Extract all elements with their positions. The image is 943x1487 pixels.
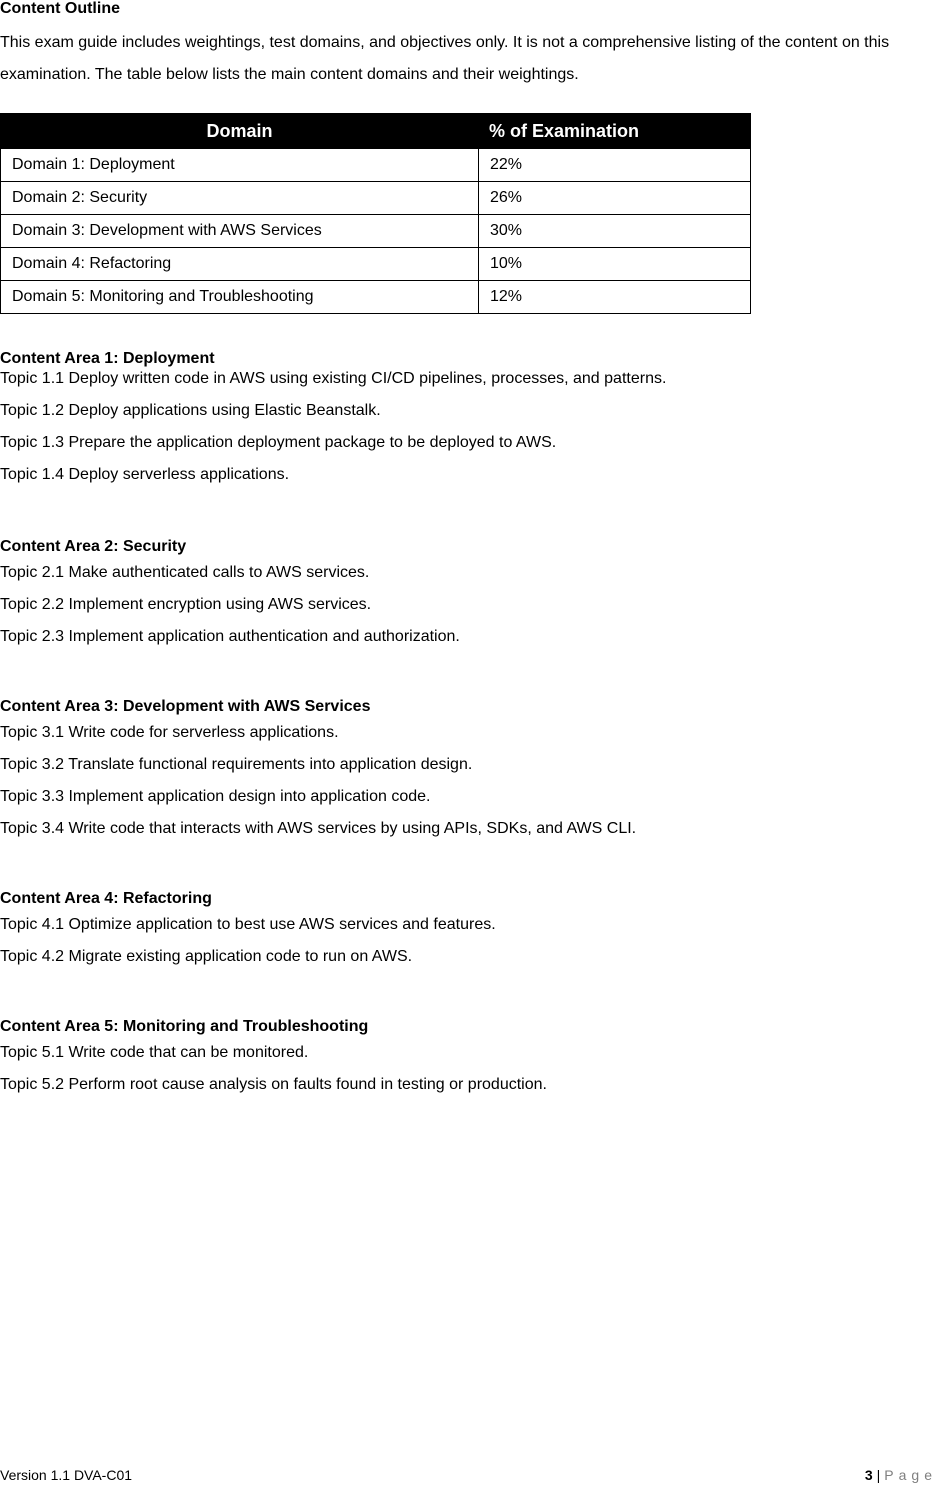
topic-item: Topic 2.2 Implement encryption using AWS services. (0, 596, 372, 613)
content-area-2 (0, 537, 460, 653)
topic-item: Topic 1.4 Deploy serverless applications. (0, 466, 290, 483)
table-row (1, 248, 751, 281)
percent-cell: 22% (479, 149, 751, 182)
section-title: Content Area 4: Refactoring (0, 890, 212, 907)
domain-cell: Domain 2: Security (1, 182, 479, 215)
section-title: Content Area 2: Security (0, 538, 187, 555)
topic-item: Topic 3.4 Write code that interacts with AWS services by using APIs, SDKs, and AWS CLI. (0, 820, 637, 837)
page-label: Page (884, 1467, 937, 1483)
percent-cell: 26% (479, 182, 751, 215)
topic-item: Topic 1.1 Deploy written code in AWS using existing CI/CD pipelines, processes, and patterns. (0, 370, 667, 387)
intro-paragraph: This exam guide includes weightings, test domains, and objectives only. It is not a comprehensive listing of the content on this examination. The table below lists the main content domains and their weightings. (0, 34, 890, 83)
footer-version: Version 1.1 DVA-C01 (0, 1467, 133, 1483)
table-row (1, 281, 751, 314)
footer-page-indicator (865, 1466, 937, 1484)
table-row (1, 149, 751, 182)
percent-cell: 10% (479, 248, 751, 281)
content-area-3 (0, 697, 636, 845)
footer-separator: | (876, 1467, 881, 1483)
topic-item: Topic 4.1 Optimize application to best use AWS services and features. (0, 916, 496, 933)
topic-item: Topic 3.3 Implement application design into application code. (0, 788, 431, 805)
topic-item: Topic 4.2 Migrate existing application code to run on AWS. (0, 948, 413, 965)
section-title: Content Area 1: Deployment (0, 350, 215, 367)
table-row (1, 182, 751, 215)
domain-cell: Domain 4: Refactoring (1, 248, 479, 281)
topic-item: Topic 5.1 Write code that can be monitored. (0, 1044, 309, 1061)
topic-item: Topic 2.3 Implement application authentication and authorization. (0, 628, 460, 645)
section-title: Content Area 3: Development with AWS Services (0, 698, 371, 715)
percent-cell: 12% (479, 281, 751, 314)
table-header-row (1, 114, 751, 149)
domain-weight-table (0, 113, 751, 314)
domain-cell: Domain 5: Monitoring and Troubleshooting (1, 281, 479, 314)
topic-item: Topic 5.2 Perform root cause analysis on faults found in testing or production. (0, 1076, 547, 1093)
topic-item: Topic 3.1 Write code for serverless applications. (0, 724, 339, 741)
topic-item: Topic 3.2 Translate functional requirements into application design. (0, 756, 473, 773)
domain-cell: Domain 1: Deployment (1, 149, 479, 182)
domain-cell: Domain 3: Development with AWS Services (1, 215, 479, 248)
page-number: 3 (864, 1467, 873, 1483)
topic-item: Topic 1.2 Deploy applications using Elastic Beanstalk. (0, 402, 381, 419)
percent-cell: 30% (479, 215, 751, 248)
table-row (1, 215, 751, 248)
table-header-percent: % of Examination (479, 114, 751, 149)
content-area-4 (0, 889, 496, 973)
topic-item: Topic 2.1 Make authenticated calls to AWS services. (0, 564, 370, 581)
content-area-1 (0, 349, 666, 491)
section-title: Content Area 5: Monitoring and Troubleshooting (0, 1018, 369, 1035)
content-area-5 (0, 1017, 547, 1101)
topic-item: Topic 1.3 Prepare the application deployment package to be deployed to AWS. (0, 434, 557, 451)
table-header-domain: Domain (1, 114, 479, 149)
page-title: Content Outline (0, 0, 120, 17)
